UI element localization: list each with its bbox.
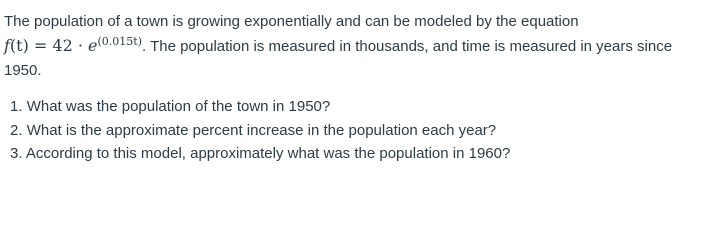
equation-function: f bbox=[4, 36, 10, 55]
problem-continuation: 1950. bbox=[4, 62, 42, 79]
problem-intro: The population of a town is growing exponentially and can be modeled by the equation bbox=[4, 13, 579, 30]
question-number: 1. bbox=[10, 98, 23, 115]
problem-after-equation: . The population is measured in thousands, and time is measured in years since bbox=[142, 38, 673, 55]
model-equation bbox=[4, 36, 142, 55]
equation-exponent: (0.015t) bbox=[97, 34, 143, 48]
question-number: 3. bbox=[10, 145, 23, 162]
equation-variable: (t) bbox=[9, 36, 29, 55]
question-item bbox=[10, 119, 510, 143]
equation-base: e bbox=[88, 36, 98, 55]
question-number: 2. bbox=[10, 121, 23, 139]
question-list bbox=[10, 95, 510, 166]
question-text: According to this model, approximately what was the population in 1960? bbox=[25, 145, 511, 162]
question-text: What is the approximate percent increase in the population each year? bbox=[26, 121, 497, 139]
question-item bbox=[10, 142, 510, 166]
equation-equals: = 42 · bbox=[28, 36, 89, 55]
problem-statement bbox=[4, 10, 710, 83]
equation-line bbox=[4, 34, 710, 59]
question-text: What was the population of the town in 1950? bbox=[26, 98, 331, 115]
question-item bbox=[10, 95, 510, 119]
